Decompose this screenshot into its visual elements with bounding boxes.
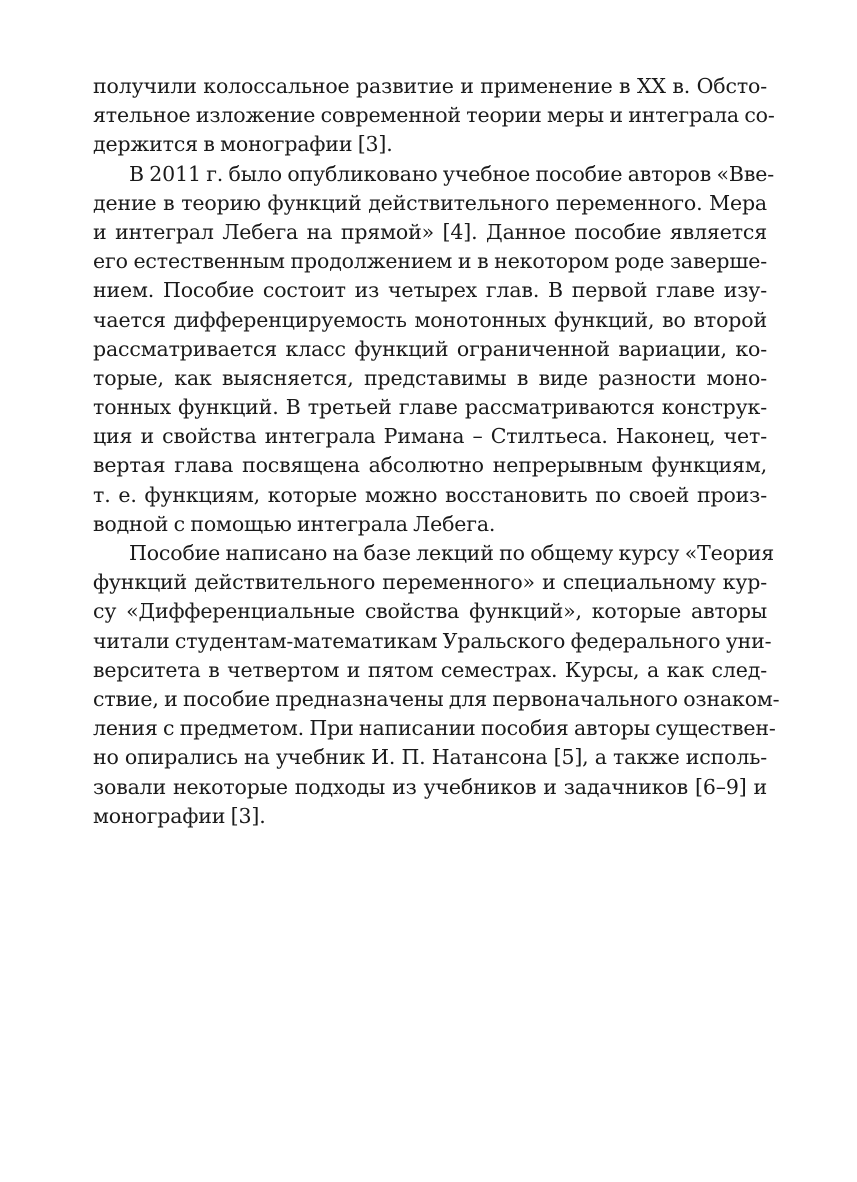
text-line: его естественным продолжением и в некотором роде заверше-	[93, 249, 767, 274]
text-line: су «Дифференциальные свойства функций», которые авторы	[93, 599, 767, 624]
text-line: тонных функций. В третьей главе рассматриваются конструк-	[93, 395, 767, 420]
text-line: и интеграл Лебега на прямой» [4]. Данное пособие является	[93, 219, 767, 244]
text-line: ция и свойства интеграла Римана – Стилтьеса. Наконец, чет-	[93, 424, 767, 449]
text-line: читали студентам-математикам Уральского федерального уни-	[93, 628, 772, 653]
text-line: нием. Пособие состоит из четырех глав. В первой главе изу-	[93, 278, 767, 303]
text-line: держится в монографии [3].	[93, 132, 393, 157]
text-line: чается дифференцируемость монотонных функций, во второй	[93, 307, 767, 332]
paragraph-3	[93, 539, 780, 831]
text-line: дение в теорию функций действительного переменного. Мера	[93, 190, 767, 215]
text-line: верситета в четвертом и пятом семестрах. Курсы, а как след-	[93, 657, 767, 682]
document-page	[93, 72, 780, 831]
text-line: зовали некоторые подходы из учебников и задачников [6–9] и	[93, 774, 767, 799]
text-line: вертая глава посвящена абсолютно непрерывным функциям,	[93, 453, 767, 478]
text-line: водной с помощью интеграла Лебега.	[93, 511, 496, 536]
text-line: Пособие написано на базе лекций по общему курсу «Теория	[129, 541, 775, 565]
text-line: монографии [3].	[93, 803, 266, 828]
paragraph-2	[93, 160, 774, 539]
text-line: т. е. функциям, которые можно восстановить по своей произ-	[93, 482, 767, 507]
text-line: ления с предметом. При написании пособия авторы существен-	[93, 716, 776, 741]
paragraph-1	[93, 72, 775, 160]
text-line: но опирались на учебник И. П. Натансона [5], а также исполь-	[93, 745, 767, 770]
text-line: торые, как выясняется, представимы в виде разности моно-	[93, 365, 767, 390]
text-line: ствие, и пособие предназначены для первоначального ознаком-	[93, 686, 780, 711]
text-line: функций действительного переменного» и специальному кур-	[93, 570, 767, 595]
text-line: получили колоссальное развитие и применение в XX в. Обсто-	[93, 74, 767, 98]
text-line: рассматривается класс функций ограниченной вариации, ко-	[93, 336, 767, 361]
text-line: ятельное изложение современной теории меры и интеграла со-	[93, 103, 775, 128]
text-line: В 2011 г. было опубликовано учебное пособие авторов «Вве-	[129, 161, 774, 186]
